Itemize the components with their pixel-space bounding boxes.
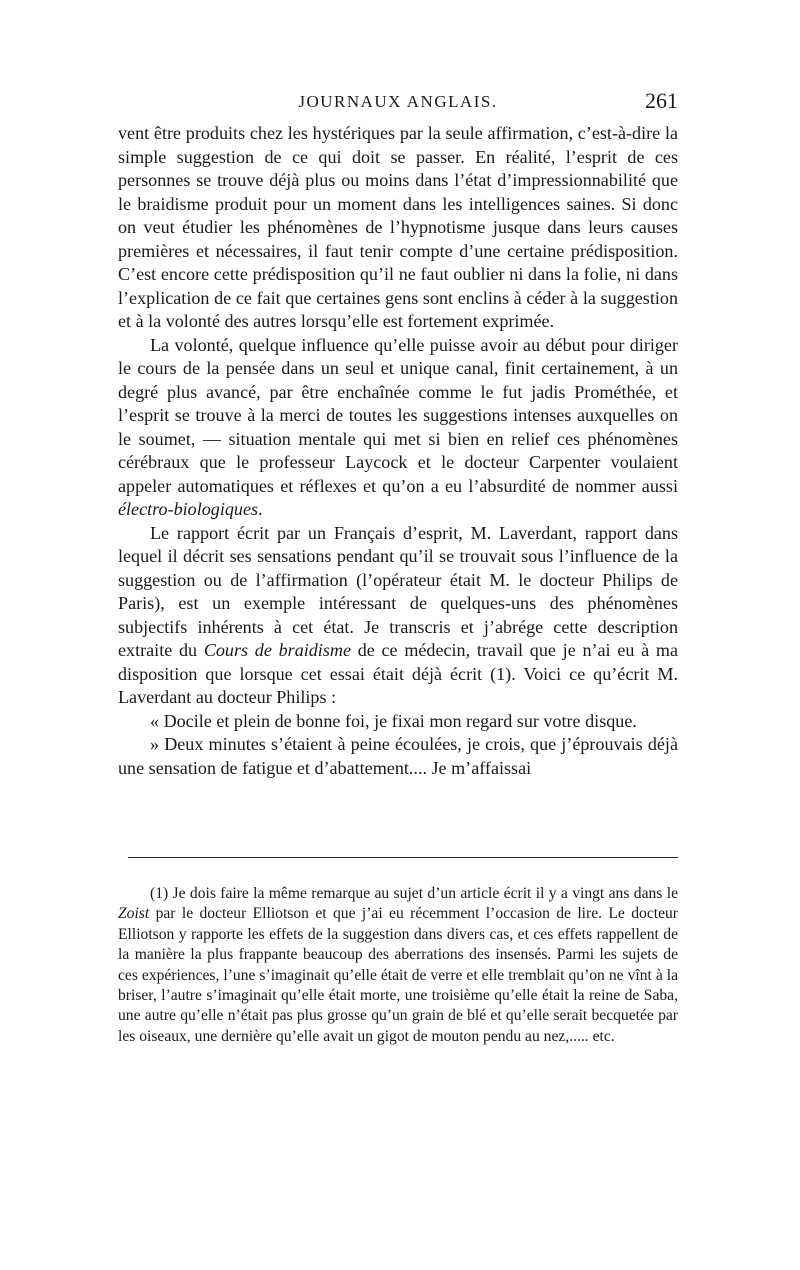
paragraph-3 xyxy=(118,522,678,710)
paragraph-3-italic: Cours de braidisme xyxy=(203,640,351,660)
footnote-b: par le docteur Elliotson et que j’ai eu récemment l’occasion de lire. Le docteur Elliotson y rapporte les effets de la suggestion dans divers cas, et ces effets rappellent de la manière la plus frappante beaucoup des aberrations des insensés. Parmi les sujets de ces expériences, l’une s’imaginait qu’elle était de verre et elle tremblait qu’on ne vînt à la briser, l’autre s’imaginait qu’elle était morte, une troisième qu’elle était la reine de Saba, une autre qu’elle n’était pas plus grosse qu’un grain de blé et qu’elle serait becquetée par les oiseaux, une dernière qu’elle avait un gigot de mouton pendu au nez,..... etc. xyxy=(118,905,678,1045)
page-header xyxy=(118,86,678,116)
paragraph-2-text: La volonté, quelque influence qu’elle puisse avoir au début pour diriger le cours de la pensée dans un seul et unique canal, finit certainement, à un degré plus avancé, par être enchaînée comme le fut jadis Prométhée, et l’esprit se trouve à la merci de toutes les suggestions intenses auxquelles on le soumet, — situation mentale qui met si bien en relief ces phénomènes cérébraux que le professeur Laycock et le docteur Carpenter voulaient appeler automatiques et réflexes et qu’on a eu l’absurdité de nommer aussi xyxy=(118,334,678,496)
running-head: JOURNAUX ANGLAIS. xyxy=(298,92,498,111)
paragraph-5: » Deux minutes s’étaient à peine écoulées, je crois, que j’éprouvais déjà une sensation de fatigue et d’abattement.... Je m’affaissai xyxy=(118,734,678,778)
page-number: 261 xyxy=(645,88,678,113)
footnote-italic: Zoist xyxy=(118,905,150,923)
paragraph-3-a: Le rapport écrit par un Français d’esprit, M. Laverdant, rapport dans lequel il décrit ses sensations pendant qu’il se trouvait sous l’influence de la suggestion ou de l’affirmation (l’opérateur était M. le docteur Philips de Paris), est un exemple intéressant de quelques-uns des phénomènes subjectifs inhérents à cet état. Je transcris et j’abrége cette description extraite du xyxy=(118,522,678,660)
paragraph-2-italic: électro-biologiques xyxy=(118,499,259,519)
paragraph-2-end: . xyxy=(258,499,263,519)
main-text xyxy=(118,122,678,780)
paragraph-2 xyxy=(118,334,678,522)
paragraph-1: vent être produits chez les hystériques par la seule affirmation, c’est-à-dire la simple suggestion de ce qui doit se passer. En réalité, l’esprit de ces personnes se trouve déjà plus ou moins dans l’état d’impressionnabilité que le braidisme produit pour un moment dans les intelligences saines. Si donc on veut étudier les phénomènes de l’hypnotisme jusque dans leurs causes premières et nécessaires, il faut tenir compte d’une certaine prédisposition. C’est encore cette prédisposition qu’il ne faut oublier ni dans la folie, ni dans l’explication de ce fait que certaines gens sont enclins à céder à la suggestion et à la volonté des autres lorsqu’elle est fortement exprimée. xyxy=(118,123,678,331)
footnote-a: (1) Je dois faire la même remarque au sujet d’un article écrit il y a vingt ans dans le xyxy=(150,885,678,902)
footnote xyxy=(118,884,678,1047)
footnote-divider xyxy=(128,857,678,858)
paragraph-4: « Docile et plein de bonne foi, je fixai mon regard sur votre disque. xyxy=(150,710,637,731)
footnote-text xyxy=(118,884,678,1047)
paragraph-3-b: de ce médecin, travail que je n’ai eu à ma disposition que lorsque cet essai était déjà écrit (1). Voici ce qu’écrit M. Laverdant au docteur Philips : xyxy=(118,640,678,707)
